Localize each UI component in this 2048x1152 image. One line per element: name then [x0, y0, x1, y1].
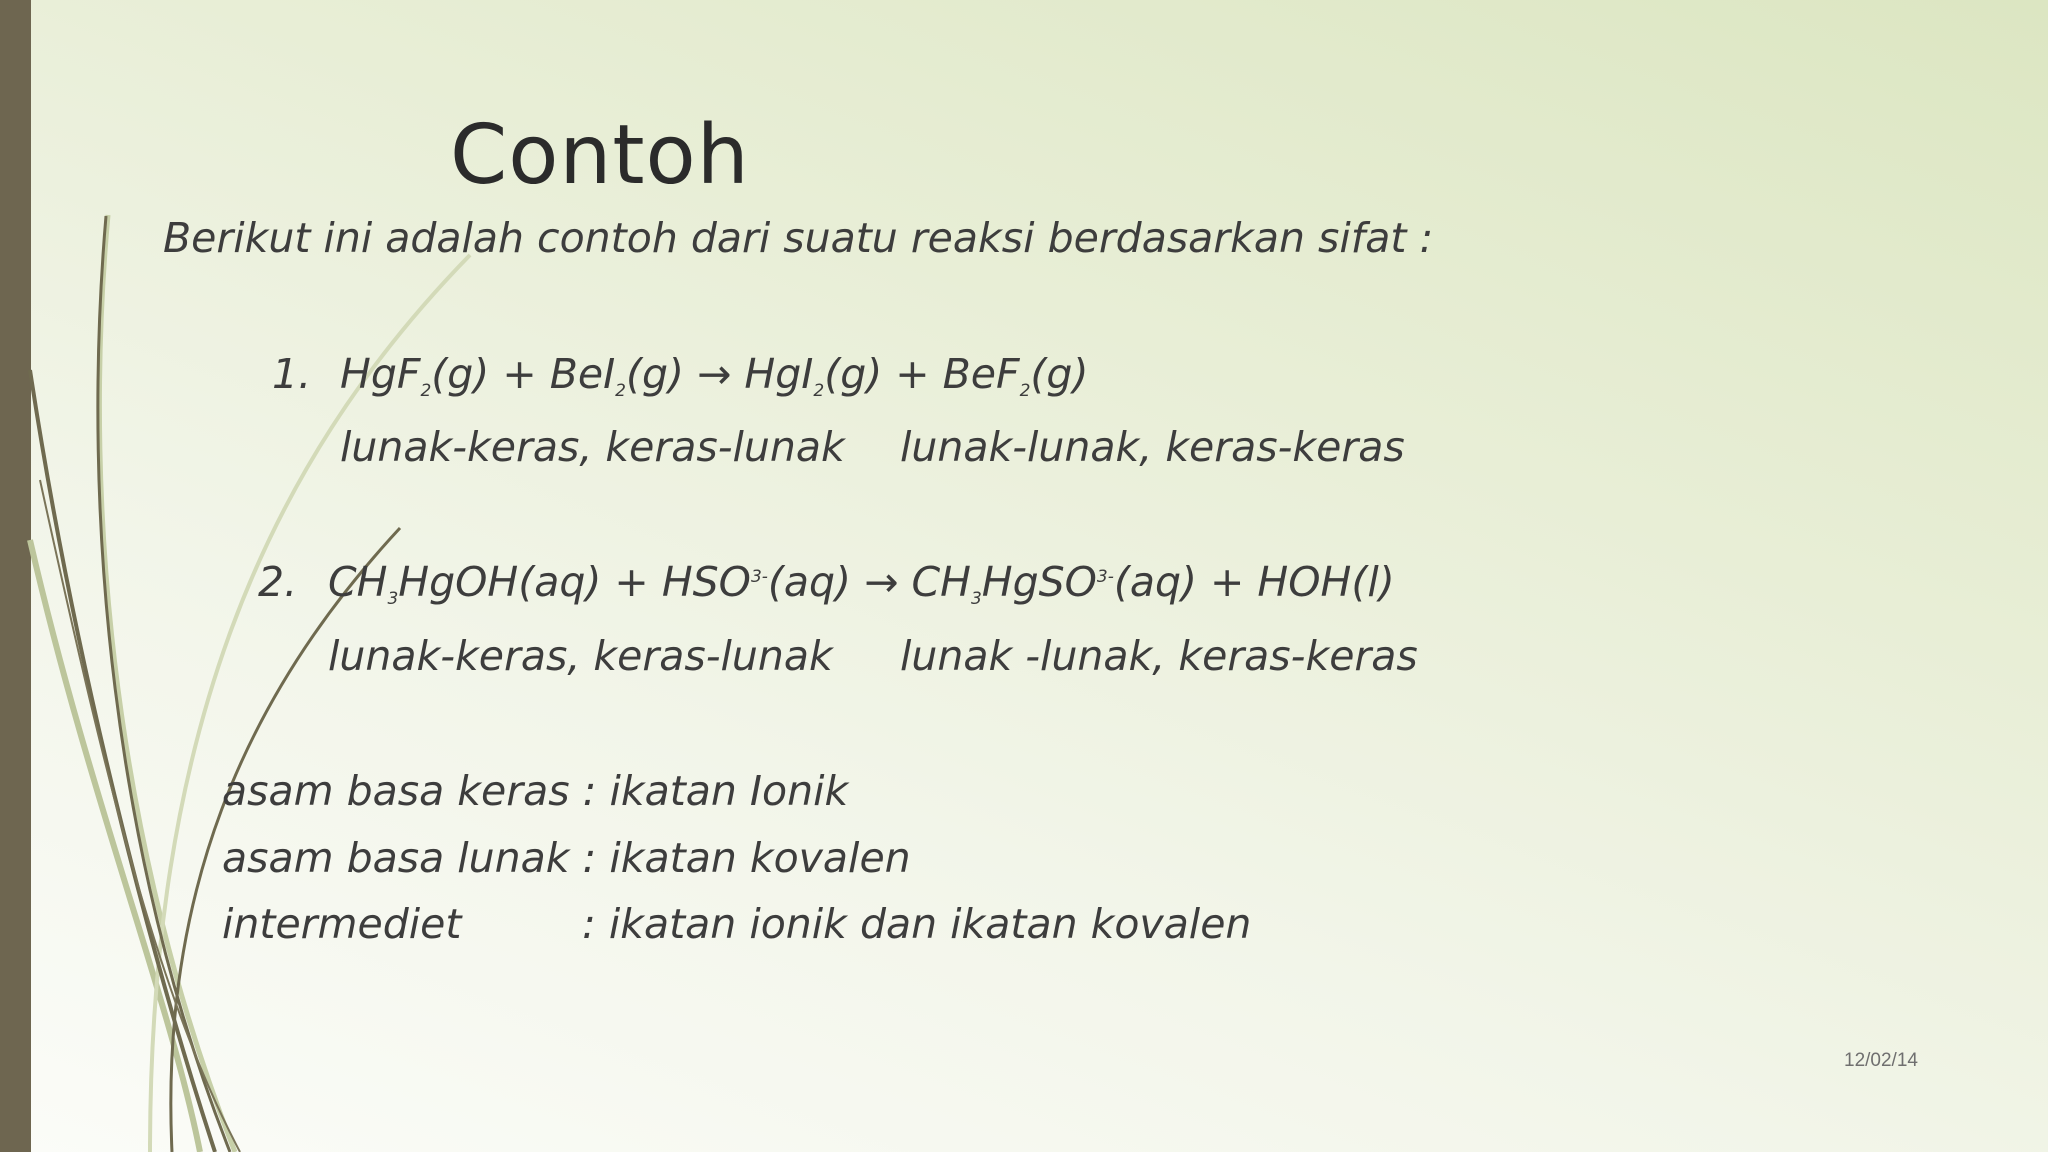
reaction-2-equation: $CH_3HgOH(aq) + HSO^{3-}(aq)$ → $CH_3HgSO^{3-}(aq) + HOH(l)$ — [328, 558, 1395, 609]
definition-soft: asam basa lunak : ikatan kovalen — [222, 834, 911, 882]
definition-intermediate-value: : ikatan ionik dan ikatan kovalen — [582, 900, 1252, 948]
reaction-1-number: 1. — [272, 350, 312, 398]
reaction-2-left-note: lunak-keras, keras-lunak — [328, 632, 833, 680]
reaction-1-left-note: lunak-keras, keras-lunak — [340, 423, 845, 471]
reaction-2-right-note: lunak -lunak, keras-keras — [900, 632, 1418, 680]
intro-text: Berikut ini adalah contoh dari suatu reaksi berdasarkan sifat : — [163, 214, 1434, 262]
reaction-2-number: 2. — [258, 558, 298, 606]
slide-title: Contoh — [450, 108, 750, 203]
definition-hard: asam basa keras : ikatan Ionik — [222, 767, 849, 815]
reaction-1-right-note: lunak-lunak, keras-keras — [900, 423, 1405, 471]
slide-date: 12/02/14 — [1844, 1050, 1918, 1071]
definition-intermediate-term: intermediet — [222, 900, 462, 948]
reaction-1-equation: HgF$_2$(g) + BeI$_2$(g) → HgI$_2$(g) + BeF$_2$(g) — [340, 350, 1089, 401]
